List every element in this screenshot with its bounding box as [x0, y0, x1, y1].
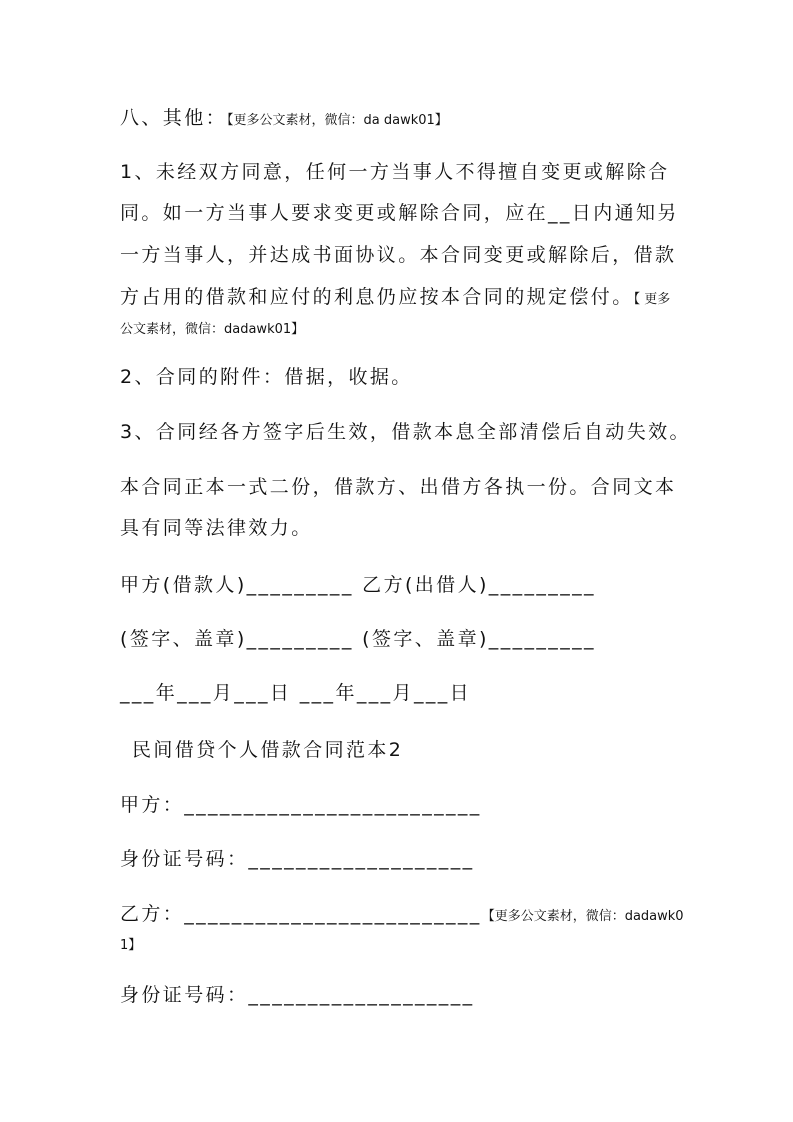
party-a-id-field: 身份证号码：___________________: [120, 848, 475, 870]
signature-parties: 甲方(借款人)_________ 乙方(出借人)_________: [120, 574, 596, 596]
copies-line-1: 本合同正本一式二份，借款方、出借方各执一份。合同文本: [120, 476, 677, 498]
party-b-field-line: [120, 902, 684, 929]
promo-note: 【更多公文素材，微信：dadawk0: [481, 909, 684, 924]
clause-2: 2、合同的附件：借据，收据。: [120, 366, 413, 388]
party-b-id-field: 身份证号码：___________________: [120, 984, 475, 1006]
signature-seal: (签字、盖章)_________ (签字、盖章)_________: [120, 628, 596, 650]
promo-note: 【 更多: [633, 292, 671, 307]
promo-note-continued: 1】: [120, 938, 142, 953]
party-a-field: 甲方：_________________________: [120, 794, 482, 816]
party-b-field: 乙方：_________________________: [120, 903, 482, 925]
clause-1-line-4-text: 方占用的借款和应付的利息仍应按本合同的规定偿付。: [120, 286, 634, 308]
copies-line-2: 具有同等法律效力。: [120, 517, 313, 539]
clause-1-line-2: 同。如一方当事人要求变更或解除合同，应在__日内通知另: [120, 202, 679, 224]
promo-note-continued: 公文素材，微信：dadawk01】: [120, 322, 305, 337]
clause-3: 3、合同经各方签字后生效，借款本息全部清偿后自动失效。: [120, 421, 691, 443]
section-8-heading: 八、其他：: [120, 107, 228, 129]
clause-1-line-3: 一方当事人，并达成书面协议。本合同变更或解除后，借款: [120, 244, 677, 266]
clause-1-line-1: 1、未经双方同意，任何一方当事人不得擅自变更或解除合: [120, 161, 670, 183]
promo-note: 【更多公文素材，微信：da dawk01】: [227, 113, 448, 128]
clause-1-line-4: [120, 285, 670, 312]
section-8-heading-line: [120, 106, 448, 133]
contract-2-title: 民间借贷个人借款合同范本2: [132, 739, 404, 761]
signature-dates: ___年___月___日 ___年___月___日: [120, 682, 472, 704]
